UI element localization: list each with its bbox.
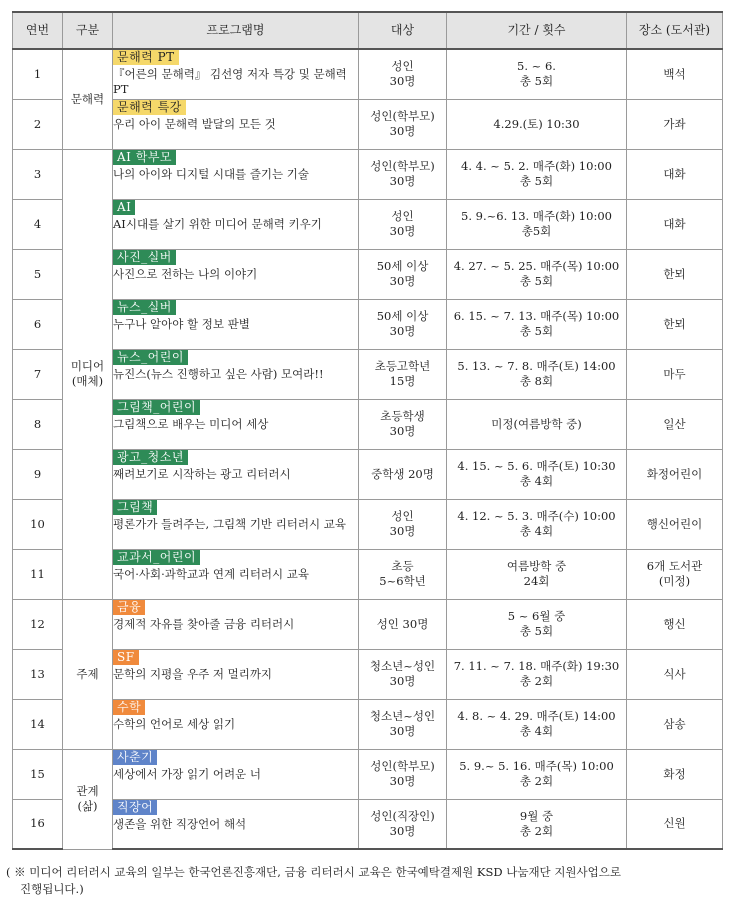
- target-line: 30명: [389, 324, 416, 338]
- table-row: [13, 599, 723, 649]
- header-place: 장소 (도서관): [627, 12, 723, 49]
- target-line: 30명: [389, 424, 416, 438]
- period-cell: [447, 499, 627, 549]
- table-row: [13, 299, 723, 349]
- program-description: 생존을 위한 직장언어 해석: [113, 816, 247, 831]
- target-line: 30명: [389, 674, 416, 688]
- program-tag: 사춘기: [113, 750, 157, 765]
- footnote-line-2: 진행됩니다.): [20, 882, 84, 896]
- period-line: 5 ~ 6월 중: [507, 609, 566, 623]
- row-number: 3: [13, 149, 63, 199]
- row-number: 1: [13, 49, 63, 99]
- period-line: 5. 9.~6. 13. 매주(화) 10:00: [461, 209, 612, 223]
- target-cell: [359, 299, 447, 349]
- table-row: [13, 199, 723, 249]
- place-line: 행신: [663, 616, 686, 631]
- period-line: 총 4회: [519, 524, 554, 538]
- program-tag: 그림책_어린이: [113, 400, 200, 415]
- target-cell: [359, 549, 447, 599]
- target-line: 성인(학부모): [370, 759, 435, 773]
- target-line: 30명: [389, 274, 416, 288]
- target-line: 30명: [389, 174, 416, 188]
- target-line: 성인 30명: [376, 616, 429, 631]
- table-row: [13, 649, 723, 699]
- target-line: 초등학생: [380, 409, 425, 423]
- period-cell: [447, 49, 627, 99]
- program-tag: 금융: [113, 600, 145, 615]
- program-description: AI시대를 살기 위한 미디어 문해력 키우기: [113, 216, 322, 231]
- period-line: 여름방학 중: [506, 559, 567, 573]
- place-line: 화정: [663, 766, 686, 781]
- place-line: 대화: [663, 216, 686, 231]
- table-row: [13, 499, 723, 549]
- row-number: 12: [13, 599, 63, 649]
- program-cell: [113, 749, 359, 799]
- program-cell: [113, 549, 359, 599]
- period-line: 9월 중: [519, 808, 554, 823]
- table-row: [13, 399, 723, 449]
- program-description: 나의 아이와 디지털 시대를 즐기는 기술: [113, 166, 310, 181]
- program-description: 경제적 자유를 찾아줄 금융 리터러시: [113, 616, 295, 631]
- row-number: 5: [13, 249, 63, 299]
- period-line: 총 8회: [519, 374, 554, 388]
- place-cell: [627, 649, 723, 699]
- header-category: 구분: [63, 12, 113, 49]
- target-cell: [359, 149, 447, 199]
- place-cell: [627, 749, 723, 799]
- period-cell: [447, 549, 627, 599]
- place-line: 한뫼: [663, 316, 686, 331]
- row-number: 8: [13, 399, 63, 449]
- program-cell: [113, 49, 359, 99]
- place-cell: [627, 299, 723, 349]
- header-period: 기간 / 횟수: [447, 12, 627, 49]
- program-description: 누구나 알아야 할 정보 판별: [113, 316, 250, 331]
- table-row: [13, 749, 723, 799]
- row-number: 16: [13, 799, 63, 849]
- program-description: 우리 아이 문해력 발달의 모든 것: [113, 116, 276, 131]
- program-tag: AI: [113, 200, 135, 215]
- row-number: 4: [13, 199, 63, 249]
- program-tag: SF: [113, 650, 139, 665]
- target-line: 30명: [389, 724, 416, 738]
- row-number: 6: [13, 299, 63, 349]
- target-cell: [359, 449, 447, 499]
- period-cell: [447, 299, 627, 349]
- period-cell: [447, 799, 627, 849]
- period-line: 총 5회: [519, 274, 554, 288]
- footnote-line-1: ( ※ 미디어 리터러시 교육의 일부는 한국언론진흥재단, 금융 리터러시 교육은 한국예탁결제원 KSD 나눔재단 지원사업으로: [6, 865, 621, 879]
- program-description: 평론가가 들려주는, 그림책 기반 리터러시 교육: [113, 516, 347, 531]
- table-row: [13, 149, 723, 199]
- period-line: 5. ~ 6.: [517, 59, 556, 74]
- period-cell: [447, 199, 627, 249]
- place-cell: [627, 699, 723, 749]
- target-cell: [359, 249, 447, 299]
- target-line: 30명: [389, 524, 416, 538]
- category-line: 주제: [76, 666, 99, 681]
- program-cell: [113, 149, 359, 199]
- period-line: 4. 12. ~ 5. 3. 매주(수) 10:00: [457, 509, 616, 523]
- header-no: 연번: [13, 12, 63, 49]
- target-cell: [359, 699, 447, 749]
- period-cell: [447, 449, 627, 499]
- program-description: 세상에서 가장 읽기 어려운 너: [113, 766, 261, 781]
- place-cell: [627, 499, 723, 549]
- header-program: 프로그램명: [113, 12, 359, 49]
- program-tag: 뉴스_어린이: [113, 350, 188, 365]
- target-line: 성인: [391, 509, 414, 523]
- target-cell: [359, 799, 447, 849]
- period-line: 4. 8. ~ 4. 29. 매주(토) 14:00: [457, 709, 616, 723]
- period-line: 4. 15. ~ 5. 6. 매주(토) 10:30: [457, 459, 616, 473]
- footnote: [6, 864, 718, 898]
- period-cell: [447, 149, 627, 199]
- target-line: 15명: [389, 374, 416, 388]
- program-tag: 수학: [113, 700, 145, 715]
- category-line: (매체): [71, 374, 104, 388]
- row-number: 13: [13, 649, 63, 699]
- period-cell: [447, 99, 627, 149]
- target-line: 중학생 20명: [371, 466, 434, 481]
- place-line: 식사: [663, 666, 686, 681]
- period-line: 24회: [523, 574, 550, 588]
- place-line: 행신어린이: [646, 516, 703, 531]
- program-cell: [113, 299, 359, 349]
- target-line: 성인(학부모): [370, 159, 435, 173]
- period-cell: [447, 599, 627, 649]
- place-line: 백석: [663, 66, 686, 81]
- period-line: 5. 9.~ 5. 16. 매주(목) 10:00: [459, 759, 614, 773]
- period-line: 미정(여름방학 중): [491, 416, 582, 431]
- place-cell: [627, 399, 723, 449]
- target-line: 50세 이상: [376, 259, 429, 273]
- period-cell: [447, 699, 627, 749]
- period-line: 총 5회: [519, 74, 554, 89]
- table-row: [13, 549, 723, 599]
- program-description: 그림책으로 배우는 미디어 세상: [113, 416, 269, 431]
- period-line: 총 4회: [519, 724, 554, 738]
- place-cell: [627, 99, 723, 149]
- target-line: 5~6학년: [379, 574, 426, 588]
- program-cell: [113, 199, 359, 249]
- place-line: (미정): [658, 574, 691, 588]
- row-number: 14: [13, 699, 63, 749]
- place-line: 가좌: [663, 116, 686, 131]
- table-body: [13, 49, 723, 849]
- target-line: 30명: [389, 74, 416, 89]
- period-cell: [447, 249, 627, 299]
- period-line: 4. 27. ~ 5. 25. 매주(목) 10:00: [453, 259, 620, 273]
- period-line: 총 2회: [519, 774, 554, 788]
- place-line: 6개 도서관: [646, 559, 703, 573]
- period-line: 6. 15. ~ 7. 13. 매주(목) 10:00: [453, 309, 620, 323]
- program-cell: [113, 399, 359, 449]
- target-line: 30명: [389, 224, 416, 238]
- category-cell: [63, 599, 113, 749]
- place-line: 신원: [663, 816, 686, 831]
- category-line: (삶): [77, 799, 98, 813]
- program-cell: [113, 249, 359, 299]
- program-tag: 사진_실버: [113, 250, 176, 265]
- program-tag: 문해력 특강: [113, 100, 186, 115]
- target-line: 30명: [389, 823, 416, 838]
- target-line: 성인: [391, 59, 414, 74]
- program-cell: [113, 699, 359, 749]
- period-line: 총 2회: [519, 674, 554, 688]
- program-tag: AI 학부모: [113, 150, 176, 165]
- program-description: 국어·사회·과학교과 연계 리터러시 교육: [113, 566, 310, 581]
- target-cell: [359, 499, 447, 549]
- program-tag: 문해력 PT: [113, 50, 179, 65]
- target-cell: [359, 749, 447, 799]
- header-target: 대상: [359, 12, 447, 49]
- target-line: 청소년~성인: [369, 659, 436, 673]
- program-tag: 광고_청소년: [113, 450, 188, 465]
- period-cell: [447, 399, 627, 449]
- program-tag: 그림책: [113, 500, 157, 515]
- program-cell: [113, 599, 359, 649]
- table-row: [13, 49, 723, 99]
- place-cell: [627, 349, 723, 399]
- target-line: 초등고학년: [374, 359, 431, 373]
- period-cell: [447, 649, 627, 699]
- place-cell: [627, 599, 723, 649]
- program-cell: [113, 499, 359, 549]
- program-cell: [113, 349, 359, 399]
- row-number: 7: [13, 349, 63, 399]
- target-cell: [359, 599, 447, 649]
- place-line: 삼송: [663, 716, 686, 731]
- place-line: 대화: [663, 166, 686, 181]
- program-tag: 직장어: [113, 800, 157, 815]
- program-table: [12, 11, 723, 850]
- program-description: 뉴진스(뉴스 진행하고 싶은 사람) 모여라!!: [113, 366, 324, 381]
- target-cell: [359, 99, 447, 149]
- place-line: 마두: [663, 366, 686, 381]
- period-line: 총5회: [521, 224, 552, 238]
- table-row: [13, 99, 723, 149]
- row-number: 2: [13, 99, 63, 149]
- table-row: [13, 249, 723, 299]
- period-cell: [447, 749, 627, 799]
- target-line: 초등: [391, 559, 414, 573]
- period-line: 4. 4. ~ 5. 2. 매주(화) 10:00: [461, 159, 612, 173]
- target-cell: [359, 649, 447, 699]
- row-number: 15: [13, 749, 63, 799]
- place-cell: [627, 199, 723, 249]
- period-line: 총 4회: [519, 474, 554, 488]
- program-description: 사진으로 전하는 나의 이야기: [113, 266, 258, 281]
- program-tag: 뉴스_실버: [113, 300, 176, 315]
- target-line: 30명: [389, 774, 416, 788]
- target-line: 청소년~성인: [369, 709, 436, 723]
- target-line: 성인: [391, 209, 414, 223]
- place-cell: [627, 149, 723, 199]
- target-line: 성인(학부모): [370, 109, 435, 123]
- period-line: 총 5회: [519, 624, 554, 638]
- program-description: 『어른의 문해력』 김선영 저자 특강 및 문해력 PT: [113, 67, 347, 96]
- place-cell: [627, 799, 723, 849]
- place-cell: [627, 249, 723, 299]
- program-tag: 교과서_어린이: [113, 550, 200, 565]
- place-line: 화정어린이: [646, 466, 703, 481]
- target-cell: [359, 199, 447, 249]
- period-line: 7. 11. ~ 7. 18. 매주(화) 19:30: [453, 659, 620, 673]
- program-description: 문학의 지평을 우주 저 멀리까지: [113, 666, 273, 681]
- table-row: [13, 699, 723, 749]
- category-line: 문해력: [70, 91, 105, 106]
- place-line: 일산: [663, 416, 686, 431]
- target-cell: [359, 349, 447, 399]
- program-description: 수학의 언어로 세상 읽기: [113, 716, 236, 731]
- table-row: [13, 799, 723, 849]
- category-line: 미디어: [70, 359, 105, 373]
- program-cell: [113, 449, 359, 499]
- category-line: 관계: [76, 784, 99, 798]
- category-cell: [63, 49, 113, 149]
- target-cell: [359, 399, 447, 449]
- period-cell: [447, 349, 627, 399]
- table-row: [13, 349, 723, 399]
- row-number: 9: [13, 449, 63, 499]
- target-line: 30명: [389, 124, 416, 138]
- place-cell: [627, 449, 723, 499]
- target-line: 성인(직장인): [370, 808, 435, 823]
- row-number: 10: [13, 499, 63, 549]
- target-cell: [359, 49, 447, 99]
- period-line: 총 2회: [519, 823, 554, 838]
- category-cell: [63, 149, 113, 599]
- period-line: 5. 13. ~ 7. 8. 매주(토) 14:00: [457, 359, 616, 373]
- place-cell: [627, 49, 723, 99]
- program-cell: [113, 99, 359, 149]
- place-line: 한뫼: [663, 266, 686, 281]
- table-row: [13, 449, 723, 499]
- period-line: 4.29.(토) 10:30: [493, 116, 580, 131]
- program-description: 째려보기로 시작하는 광고 리터러시: [113, 466, 291, 481]
- program-cell: [113, 799, 359, 849]
- category-cell: [63, 749, 113, 849]
- target-line: 50세 이상: [376, 309, 429, 323]
- place-cell: [627, 549, 723, 599]
- period-line: 총 5회: [519, 324, 554, 338]
- row-number: 11: [13, 549, 63, 599]
- period-line: 총 5회: [519, 174, 554, 188]
- program-cell: [113, 649, 359, 699]
- table-header-row: [13, 12, 723, 49]
